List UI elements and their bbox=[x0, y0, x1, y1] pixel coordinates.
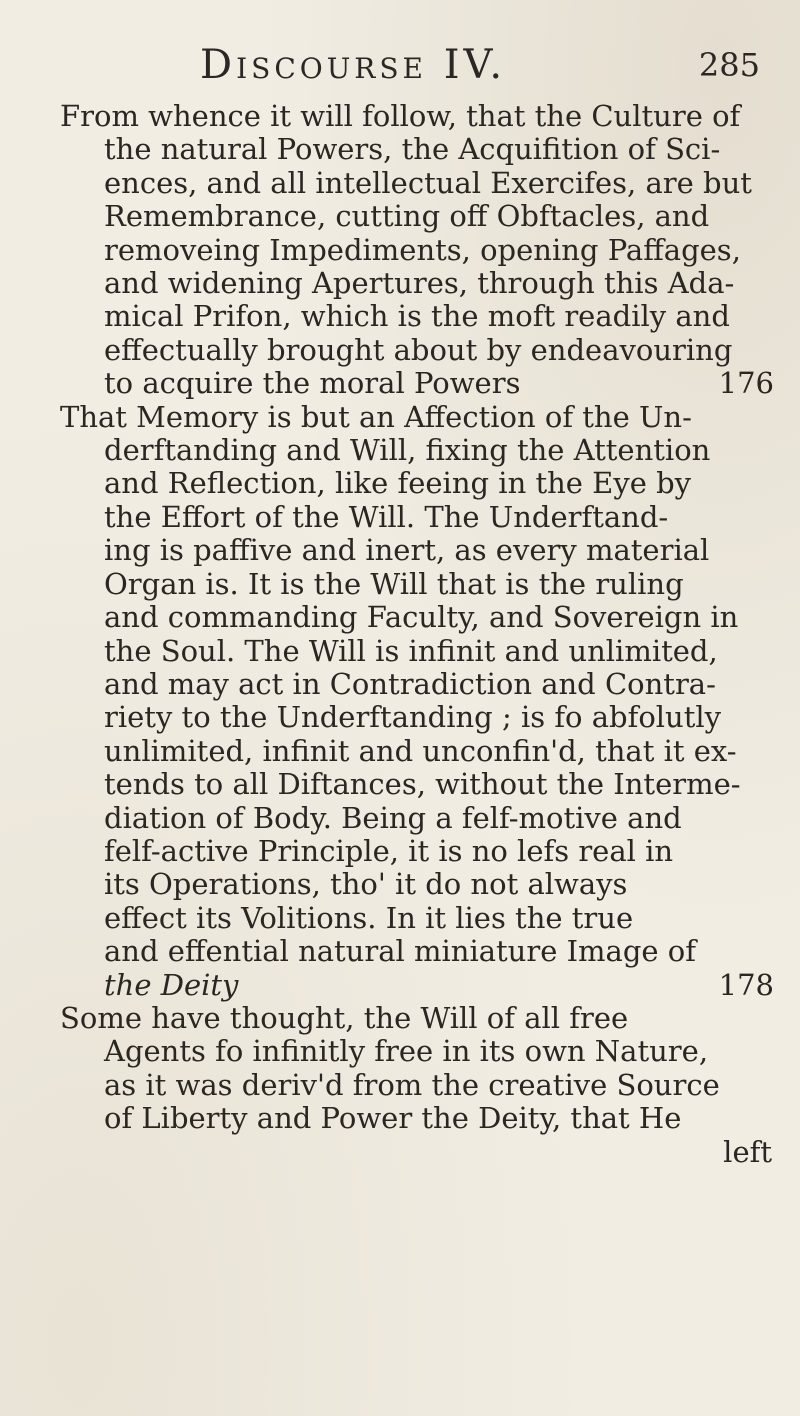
text-line: of Liberty and Power the Deity, that He bbox=[104, 1102, 682, 1136]
catchword: left bbox=[723, 1134, 772, 1169]
text-line: to acquire the moral Powers bbox=[104, 367, 521, 401]
text-line: effect its Volitions. In it lies the true bbox=[104, 901, 634, 935]
text-line: the Deity bbox=[104, 968, 239, 1002]
text-line: as it was deriv'd from the creative Source bbox=[104, 1068, 720, 1102]
text-line: mical Prifon, which is the moft readily and bbox=[104, 300, 730, 334]
text-line: Agents fo infinitly free in its own Nature, bbox=[104, 1035, 709, 1069]
text-line: derftanding and Will, fixing the Attention bbox=[104, 434, 711, 468]
paragraph-1 bbox=[60, 100, 780, 401]
text-line: unlimited, infinit and unconfin'd, that it ex- bbox=[104, 734, 737, 768]
text-line: and commanding Faculty, and Sovereign in bbox=[104, 601, 739, 635]
text-line: diation of Body. Being a felf-motive and bbox=[104, 801, 682, 835]
text-line: felf-active Principle, it is no lefs real in bbox=[104, 834, 674, 868]
text-line: tends to all Diftances, without the Interme- bbox=[104, 768, 741, 802]
text-line: and may act in Contradiction and Contra- bbox=[104, 667, 716, 701]
page-header bbox=[200, 42, 760, 102]
paragraph-2 bbox=[60, 401, 780, 1002]
paragraph-3 bbox=[60, 1002, 780, 1136]
text-line-with-reference bbox=[60, 969, 780, 1002]
text-line: Organ is. It is the Will that is the ruling bbox=[104, 567, 684, 601]
text-line: removeing Impediments, opening Paffages, bbox=[104, 233, 741, 267]
text-line: its Operations, tho' it do not always bbox=[104, 868, 628, 902]
text-line: That Memory is but an Affection of the Un- bbox=[60, 400, 692, 434]
text-line: From whence it will follow, that the Culture of bbox=[60, 100, 741, 133]
running-head: Discourse IV. bbox=[200, 42, 507, 88]
text-line: and Reflection, like feeing in the Eye by bbox=[104, 467, 692, 501]
text-line-with-reference bbox=[60, 367, 780, 400]
text-line: the Soul. The Will is infinit and unlimited, bbox=[104, 634, 718, 668]
text-line: riety to the Underftanding ; is fo abfolutly bbox=[104, 701, 722, 735]
text-line: Some have thought, the Will of all free bbox=[60, 1001, 629, 1035]
reference-number: 178 bbox=[718, 968, 774, 1002]
reference-number: 176 bbox=[718, 367, 774, 401]
page-number: 285 bbox=[698, 46, 760, 84]
text-line: the natural Powers, the Acquifition of Sci- bbox=[104, 133, 721, 167]
text-line: and effential natural miniature Image of bbox=[104, 935, 696, 969]
text-line: ences, and all intellectual Exercifes, are but bbox=[104, 166, 752, 200]
text-line: effectually brought about by endeavouring bbox=[104, 333, 733, 367]
text-line: the Effort of the Will. The Underftand- bbox=[104, 500, 669, 534]
body-text bbox=[60, 100, 780, 1169]
text-line: and widening Apertures, through this Ada- bbox=[104, 267, 735, 301]
text-line: ing is paffive and inert, as every material bbox=[104, 534, 710, 568]
text-line: Remembrance, cutting off Obftacles, and bbox=[104, 200, 710, 234]
